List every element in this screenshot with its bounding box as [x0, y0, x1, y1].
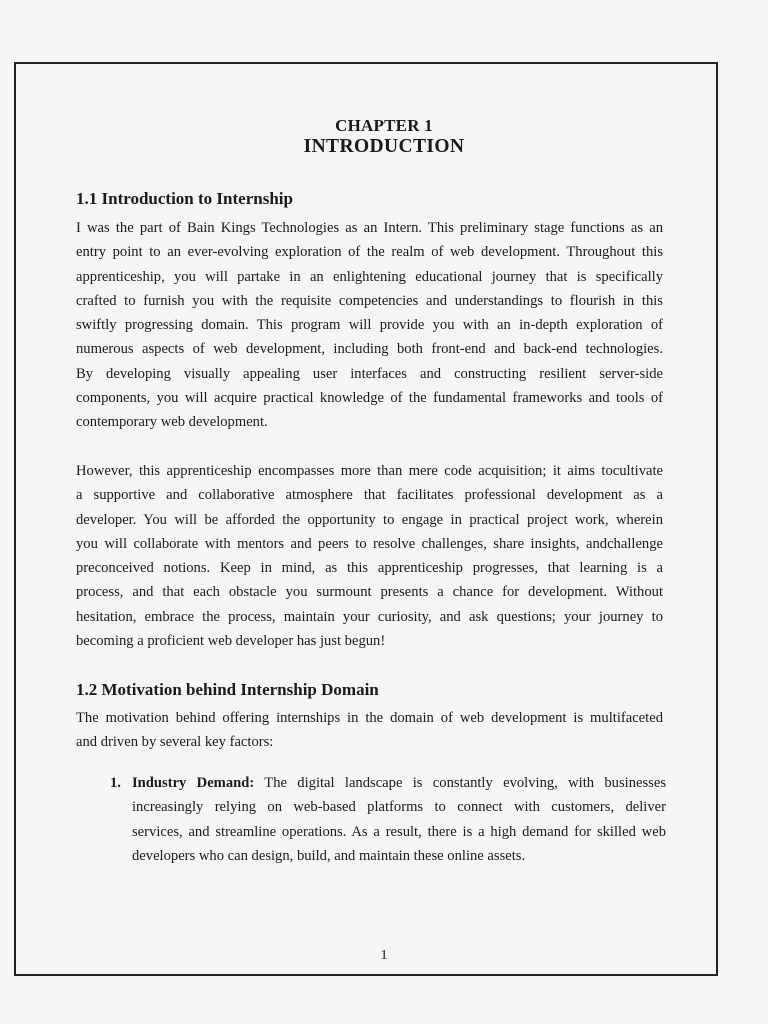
- text-line: entry point to an ever-evolving exploration of the realm of web development. Throughout this: [76, 244, 663, 261]
- text-line: you will collaborate with mentors and peers to resolve challenges, share insights, andchallenge: [76, 535, 663, 552]
- chapter-title: INTRODUCTION: [303, 136, 465, 157]
- paragraph-motivation: [76, 706, 663, 755]
- text-line: preconceived notions. Keep in mind, as this apprenticeship progresses, that learning is a: [76, 560, 663, 577]
- text-line: process, and that each obstacle you surmount presents a chance for development. Without: [76, 584, 663, 601]
- text-line: developer. You will be afforded the opportunity to engage in practical project work, wherein: [76, 511, 663, 528]
- text-line: numerous aspects of web development, including both front-end and back-end technologies.: [76, 341, 663, 358]
- list-number: 1.: [110, 775, 121, 791]
- text-line: swiftly progressing domain. This program will provide you with an in-depth exploration of: [76, 317, 663, 334]
- text-line: a supportive and collaborative atmosphere that facilitates professional development as a: [76, 487, 663, 504]
- text-line: and driven by several key factors:: [76, 734, 274, 751]
- text-line: By developing visually appealing user interfaces and constructing resilient server-side: [76, 365, 663, 382]
- text-line: becoming a proficient web developer has just begun!: [76, 633, 386, 650]
- text-line: components, you will acquire practical knowledge of the fundamental frameworks and tools of: [76, 390, 663, 407]
- text-line: contemporary web development.: [76, 414, 268, 431]
- section-heading-1-2: 1.2 Motivation behind Internship Domain: [76, 680, 379, 699]
- paragraph-intro-2: [76, 459, 663, 653]
- page-number: 1: [380, 948, 388, 963]
- text-line: services, and streamline operations. As a result, there is a high demand for skilled web: [132, 823, 666, 840]
- text-line: [132, 771, 666, 795]
- paragraph-intro-1: [76, 216, 663, 435]
- text-line: apprenticeship, you will partake in an enlightening educational journey that is specifically: [76, 268, 663, 285]
- list-text: The digital landscape is constantly evolving, with businesses: [254, 775, 667, 791]
- list-item-body: [132, 771, 666, 868]
- text-line: hesitation, embrace the process, maintain your curiosity, and ask questions; your journey to: [76, 608, 663, 625]
- text-line: crafted to furnish you with the requisite competencies and understandings to flourish in this: [76, 292, 663, 309]
- text-line: I was the part of Bain Kings Technologies as an Intern. This preliminary stage functions as an: [76, 220, 663, 236]
- list-term: Industry Demand:: [132, 775, 255, 791]
- text-line: increasingly relying on web-based platforms to connect with customers, deliver: [132, 799, 666, 816]
- text-line: However, this apprenticeship encompasses more than mere code acquisition; it aims tocultivate: [76, 463, 663, 479]
- section-heading-1-1: 1.1 Introduction to Internship: [76, 189, 293, 208]
- text-line: The motivation behind offering internships in the domain of web development is multifaceted: [76, 710, 663, 726]
- chapter-label: CHAPTER 1: [335, 116, 433, 135]
- text-line: developers who can design, build, and maintain these online assets.: [132, 847, 526, 864]
